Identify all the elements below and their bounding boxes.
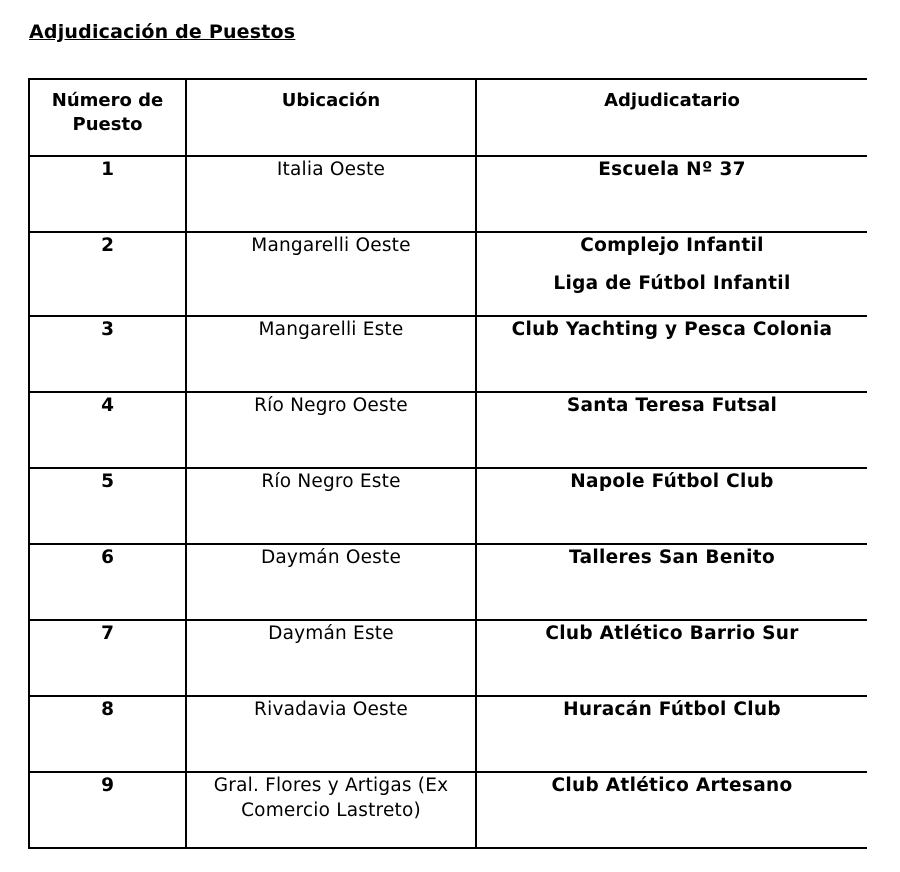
puesto-location: Río Negro Este <box>186 468 476 544</box>
puesto-location: Río Negro Oeste <box>186 392 476 468</box>
puesto-awardee <box>476 544 867 620</box>
puesto-number: 9 <box>29 772 186 848</box>
puesto-location: Gral. Flores y Artigas (Ex Comercio Lastreto) <box>186 772 476 848</box>
table-row <box>29 696 867 772</box>
puesto-number: 3 <box>29 316 186 392</box>
awardee-name: Club Atlético Artesano <box>551 775 793 796</box>
puesto-awardee <box>476 392 867 468</box>
awardee-name: Liga de Fútbol Infantil <box>553 273 791 294</box>
table-row <box>29 468 867 544</box>
awardee-name: Club Yachting y Pesca Colonia <box>511 319 833 340</box>
puesto-awardee <box>476 468 867 544</box>
table-row <box>29 232 867 316</box>
puesto-number: 6 <box>29 544 186 620</box>
puesto-number: 5 <box>29 468 186 544</box>
table-row <box>29 316 867 392</box>
header-ubicacion: Ubicación <box>186 79 476 156</box>
puesto-location: Rivadavia Oeste <box>186 696 476 772</box>
awardee-name: Complejo Infantil <box>580 235 764 256</box>
puesto-number: 1 <box>29 156 186 232</box>
header-numero: Número de Puesto <box>29 79 186 156</box>
puesto-number: 2 <box>29 232 186 316</box>
awardee-name: Escuela Nº 37 <box>598 159 746 180</box>
puesto-location: Daymán Este <box>186 620 476 696</box>
adjudication-table <box>28 78 867 849</box>
header-adjudicatario: Adjudicatario <box>476 79 867 156</box>
puesto-number: 4 <box>29 392 186 468</box>
puesto-awardee <box>476 316 867 392</box>
puesto-location: Italia Oeste <box>186 156 476 232</box>
puesto-number: 8 <box>29 696 186 772</box>
awardee-name: Talleres San Benito <box>569 547 775 568</box>
awardee-name: Club Atlético Barrio Sur <box>545 623 799 644</box>
awardee-name: Huracán Fútbol Club <box>563 699 781 720</box>
puesto-awardee <box>476 232 867 316</box>
page-title: Adjudicación de Puestos <box>29 21 296 43</box>
puesto-awardee <box>476 620 867 696</box>
puesto-number: 7 <box>29 620 186 696</box>
awardee-name: Napole Fútbol Club <box>570 471 774 492</box>
table-row <box>29 620 867 696</box>
table-row <box>29 156 867 232</box>
table-row <box>29 544 867 620</box>
awardee-name: Santa Teresa Futsal <box>566 395 778 416</box>
table-row <box>29 772 867 848</box>
puesto-awardee <box>476 696 867 772</box>
puesto-location: Daymán Oeste <box>186 544 476 620</box>
puesto-awardee <box>476 772 867 848</box>
table-header-row <box>29 79 867 156</box>
puesto-location: Mangarelli Oeste <box>186 232 476 316</box>
puesto-awardee <box>476 156 867 232</box>
table-row <box>29 392 867 468</box>
puesto-location: Mangarelli Este <box>186 316 476 392</box>
